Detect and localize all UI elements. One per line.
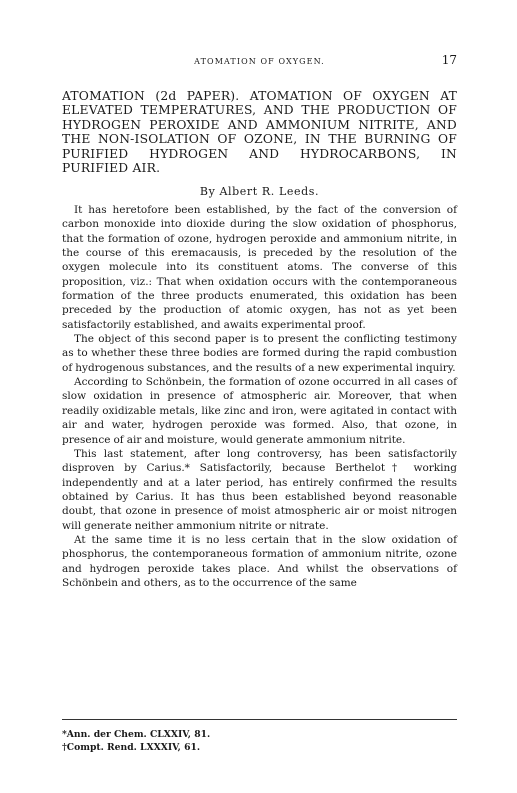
footnote-divider <box>62 719 457 720</box>
article-body <box>62 203 457 590</box>
author-byline: By Albert R. Leeds. <box>199 185 320 198</box>
paragraph: This last statement, after long controversy, has been satisfactorily disproven by Carius.* Satisfactorily, because Berthelot† working independently and at a later period, has entirely confirmed the results obtained by Carius. It has thus been established beyond reasonable doubt, that ozone in presence of moist atmospheric air or moist nitrogen will generate neither ammonium nitrite or nitrate. <box>62 447 457 532</box>
paragraph: According to Schönbein, the formation of ozone occurred in all cases of slow oxidation in presence of atmospheric air. Moreover, that when readily oxidizable metals, like zinc and iron, were agitated in contact with air and water, hydrogen peroxide was formed. Also, that ozone, in presence of air and moisture, would generate ammonium nitrite. <box>62 376 457 446</box>
paragraph: It has heretofore been established, by the fact of the conversion of carbon monoxide into dioxide during the slow oxidation of phosphorus, that the formation of ozone, hydrogen peroxide and ammonium nitrite, in the course of this eremacausis, is preceded by the resolution of the oxygen molecule into its constituent atoms. The converse of this proposition, viz.: That when oxidation occurs with the contemporaneous formation of the three products enumerated, this oxidation has been preceded by the production of atomic oxygen, has not as yet been satisfactorily established, and awaits experimental proof. <box>62 204 457 331</box>
footnotes <box>62 728 457 754</box>
paragraph: The object of this second paper is to present the conflicting testimony as to whether these three bodies are formed during the rapid combustion of hydrogenous substances, and the results of a new experimental inquiry. <box>62 333 457 374</box>
footnote: †Compt. Rend. LXXXIV, 61. <box>62 742 201 753</box>
paragraph: At the same time it is no less certain that in the slow oxidation of phosphorus, the contemporaneous formation of ammonium nitrite, ozone and hydrogen peroxide takes place. And whilst the observations of Schönbein and others, as to the occurrence of the same <box>62 533 457 589</box>
article-title: ATOMATION (2d PAPER). ATOMATION OF OXYGEN AT ELEVATED TEMPERATURES, AND THE PRODUCTION OF HYDROGEN PEROXIDE AND AMMONIUM NITRITE, AND THE NON-ISOLATION OF OZONE, IN THE BURNING OF PURIFIED HYDROGEN AND HYDROCARBONS, IN PURIFIED AIR. <box>62 89 457 176</box>
running-head: ATOMATION OF OXYGEN. <box>194 57 325 66</box>
page-number: 17 <box>441 53 457 67</box>
footnote: *Ann. der Chem. CLXXIV, 81. <box>62 729 211 740</box>
